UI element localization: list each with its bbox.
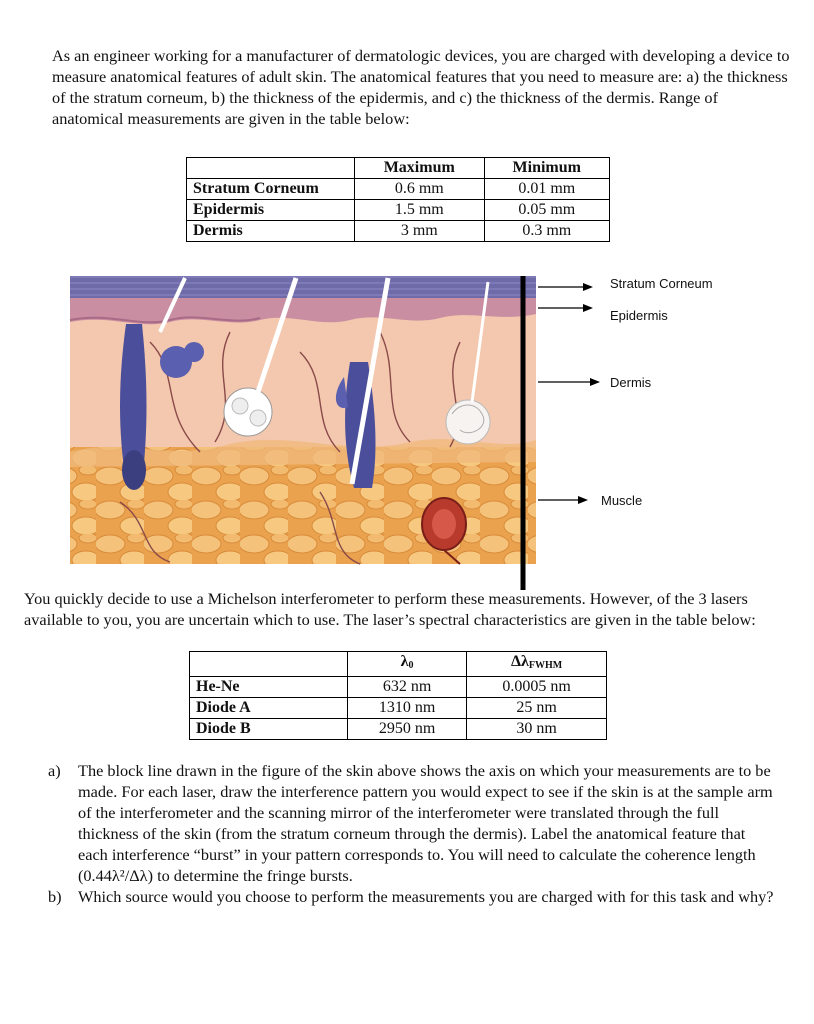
lambda0-cell: 1310 nm bbox=[348, 698, 467, 719]
label-muscle: Muscle bbox=[601, 493, 643, 508]
table-header-row bbox=[187, 158, 610, 179]
header-maximum: Maximum bbox=[355, 158, 485, 179]
label-stratum-corneum: Stratum Corneum bbox=[610, 276, 713, 291]
row-label: Epidermis bbox=[187, 200, 355, 221]
lambda-subscript: 0 bbox=[408, 660, 414, 671]
skin-illustration bbox=[70, 276, 536, 564]
laser-paragraph: You quickly decide to use a Michelson interferometer to perform these measurements. However, of the 3 lasers available to you, you are uncertain which to use. The laser’s spectral characteristics are given in the table below: bbox=[24, 589, 756, 629]
arrow-icon bbox=[583, 283, 593, 291]
question-list bbox=[48, 760, 778, 907]
label-dermis: Dermis bbox=[610, 375, 652, 390]
header-delta-lambda bbox=[467, 652, 607, 677]
delta-lambda-cell: 25 nm bbox=[467, 698, 607, 719]
arrow-icon bbox=[578, 496, 588, 504]
figure-labels bbox=[538, 276, 713, 508]
question-text: Which source would you choose to perform the measurements you are charged with for this task and why? bbox=[78, 887, 774, 906]
empty-header-cell bbox=[187, 158, 355, 179]
lambda0-cell: 2950 nm bbox=[348, 719, 467, 740]
skin-measurements-table bbox=[186, 157, 610, 242]
min-cell: 0.3 mm bbox=[484, 221, 609, 242]
table-row bbox=[190, 677, 607, 698]
lambda0-cell: 632 nm bbox=[348, 677, 467, 698]
table-row bbox=[187, 221, 610, 242]
max-cell: 1.5 mm bbox=[355, 200, 485, 221]
stratum-corneum-layer bbox=[70, 276, 536, 298]
table-header-row bbox=[190, 652, 607, 677]
table-row bbox=[190, 698, 607, 719]
table-row bbox=[187, 179, 610, 200]
laser-specs-table bbox=[189, 651, 607, 740]
list-item bbox=[48, 886, 778, 907]
row-label: Stratum Corneum bbox=[187, 179, 355, 200]
header-minimum: Minimum bbox=[484, 158, 609, 179]
min-cell: 0.01 mm bbox=[484, 179, 609, 200]
table-row bbox=[187, 200, 610, 221]
row-label: He-Ne bbox=[190, 677, 348, 698]
skin-cross-section-figure bbox=[0, 262, 814, 592]
intro-paragraph: As an engineer working for a manufacturer of dermatologic devices, you are charged with developing a device to measure anatomical features of adult skin. The anatomical features that you need to measure are: a) the thickness of the stratum corneum, b) the thickness of the epidermis, and c) the thickness of the dermis. Range of anatomical measurements are given in the table below: bbox=[52, 46, 790, 128]
arrow-icon bbox=[583, 304, 593, 312]
lambda-symbol: λ bbox=[400, 653, 409, 670]
delta-lambda-cell: 0.0005 nm bbox=[467, 677, 607, 698]
min-cell: 0.05 mm bbox=[484, 200, 609, 221]
label-epidermis: Epidermis bbox=[610, 308, 668, 323]
question-text: The block line drawn in the figure of the skin above shows the axis on which your measurements are to be made. For each laser, draw the interference pattern you would expect to see if the skin is at the sample arm of the interferometer and the scanning mirror of the interferometer were translated through the full thickness of the skin (from the stratum corneum through the dermis). Label the anatomical feature that each interference “burst” in your pattern corresponds to. You will need to calculate the coherence length (0.44λ²/Δλ) to determine the fringe bursts. bbox=[78, 761, 773, 885]
list-item bbox=[48, 760, 778, 886]
table-row bbox=[190, 719, 607, 740]
delta-lambda-symbol: Δλ bbox=[510, 653, 529, 670]
header-lambda0 bbox=[348, 652, 467, 677]
question-marker: b) bbox=[48, 887, 62, 906]
row-label: Diode A bbox=[190, 698, 348, 719]
delta-lambda-cell: 30 nm bbox=[467, 719, 607, 740]
row-label: Diode B bbox=[190, 719, 348, 740]
max-cell: 0.6 mm bbox=[355, 179, 485, 200]
max-cell: 3 mm bbox=[355, 221, 485, 242]
row-label: Dermis bbox=[187, 221, 355, 242]
arrow-icon bbox=[590, 378, 600, 386]
fwhm-subscript: FWHM bbox=[528, 660, 563, 671]
empty-header-cell bbox=[190, 652, 348, 677]
question-marker: a) bbox=[48, 761, 61, 780]
